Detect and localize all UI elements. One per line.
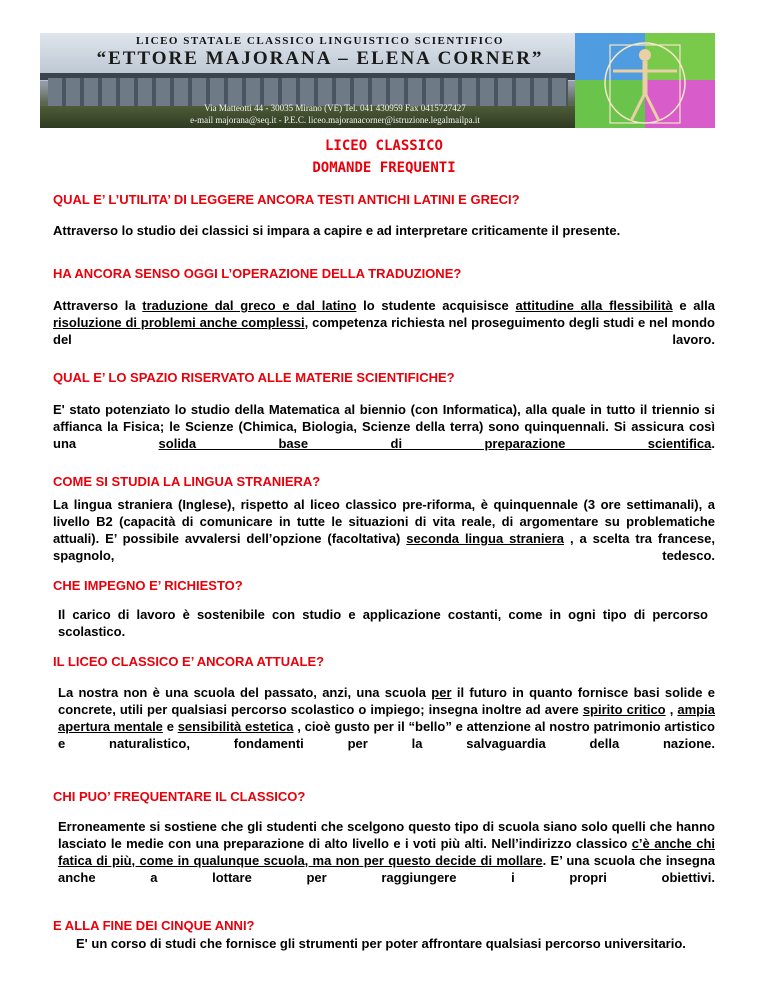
answer-6: La nostra non è una scuola del passato, anzi, una scuola per il futuro in quanto fornisce basi solide e concrete, utili per qualsiasi percorso scolastico o impiego; insegna inoltre ad avere spirito critico , ampia apertura mentale e sensibilità estetica , cioè gusto per il “bello” e attenzione al nostro patrimonio artistico e naturalistico, fondamenti per la salvaguardia della nazione. bbox=[58, 685, 715, 751]
document-title: LICEO CLASSICO bbox=[324, 138, 443, 154]
answer-4: La lingua straniera (Inglese), rispetto al liceo classico pre-riforma, è quinquennale (3 ore settimanali), a livello B2 (capacità di comunicare in tutte le situazioni di vita reale, di argomentare su problematiche attuali). E’ possibile avvalersi dell’opzione (facoltativa) seconda lingua straniera , a scelta tra francese, spagnolo, tedesco. bbox=[53, 497, 715, 563]
banner-address: Via Matteotti 44 - 30035 Mirano (VE) Tel. 041 430959 Fax 0415727427 bbox=[204, 103, 466, 113]
banner-building bbox=[48, 78, 568, 106]
question-4: COME SI STUDIA LA LINGUA STRANIERA? bbox=[53, 474, 321, 489]
question-6: IL LICEO CLASSICO E’ ANCORA ATTUALE? bbox=[53, 654, 325, 669]
question-2: HA ANCORA SENSO OGGI L’OPERAZIONE DELLA TRADUZIONE? bbox=[53, 266, 462, 281]
answer-5: Il carico di lavoro è sostenibile con studio e applicazione costanti, come in ogni tipo di percorso scolastico. bbox=[58, 607, 708, 639]
answer-2: Attraverso la traduzione dal greco e dal latino lo studente acquisisce attitudine alla flessibilità e alla risoluzione di problemi anche complessi, competenza richiesta nel proseguimento degli studi e nel mondo del lavoro. bbox=[53, 298, 715, 347]
question-3: QUAL E’ LO SPAZIO RISERVATO ALLE MATERIE SCIENTIFICHE? bbox=[53, 370, 455, 385]
answer-3: E' stato potenziato lo studio della Matematica al biennio (con Informatica), alla quale in tutto il triennio si affianca la Fisica; le Scienze (Chimica, Biologia, Scienze della terra) sono quinquennali. Si assicura così una solida base di preparazione scientifica. bbox=[53, 402, 715, 451]
banner-school-type: LICEO STATALE CLASSICO LINGUISTICO SCIENTIFICO bbox=[136, 35, 504, 47]
school-header-banner bbox=[40, 33, 715, 128]
vitruvian-man-logo bbox=[575, 33, 715, 128]
question-8: E ALLA FINE DEI CINQUE ANNI? bbox=[53, 918, 255, 933]
question-5: CHE IMPEGNO E’ RICHIESTO? bbox=[53, 578, 243, 593]
document-subtitle: DOMANDE FREQUENTI bbox=[312, 160, 456, 176]
answer-1: Attraverso lo studio dei classici si impara a capire e ad interpretare criticamente il presente. bbox=[53, 223, 621, 238]
answer-7: Erroneamente si sostiene che gli studenti che scelgono questo tipo di scuola siano solo quelli che hanno lasciato le medie con una preparazione di alto livello e i voti più alti. Nell’indirizzo classico c’è anche chi fatica di più, come in qualunque scuola, ma non per questo decide di mollare. E’ una scuola che insegna anche a lottare per raggiungere i propri obiettivi. bbox=[58, 819, 716, 885]
answer-8: E' un corso di studi che fornisce gli strumenti per poter affrontare qualsiasi percorso universitario. bbox=[76, 936, 686, 951]
banner-email: e-mail majorana@seq.it - P.E.C. liceo.majoranacorner@istruzione.legalmailpa.it bbox=[190, 115, 480, 125]
banner-school-name: “ETTORE MAJORANA – ELENA CORNER” bbox=[96, 48, 544, 69]
question-1: QUAL E’ L’UTILITA’ DI LEGGERE ANCORA TESTI ANTICHI LATINI E GRECI? bbox=[53, 192, 520, 207]
question-7: CHI PUO’ FREQUENTARE IL CLASSICO? bbox=[53, 789, 306, 804]
